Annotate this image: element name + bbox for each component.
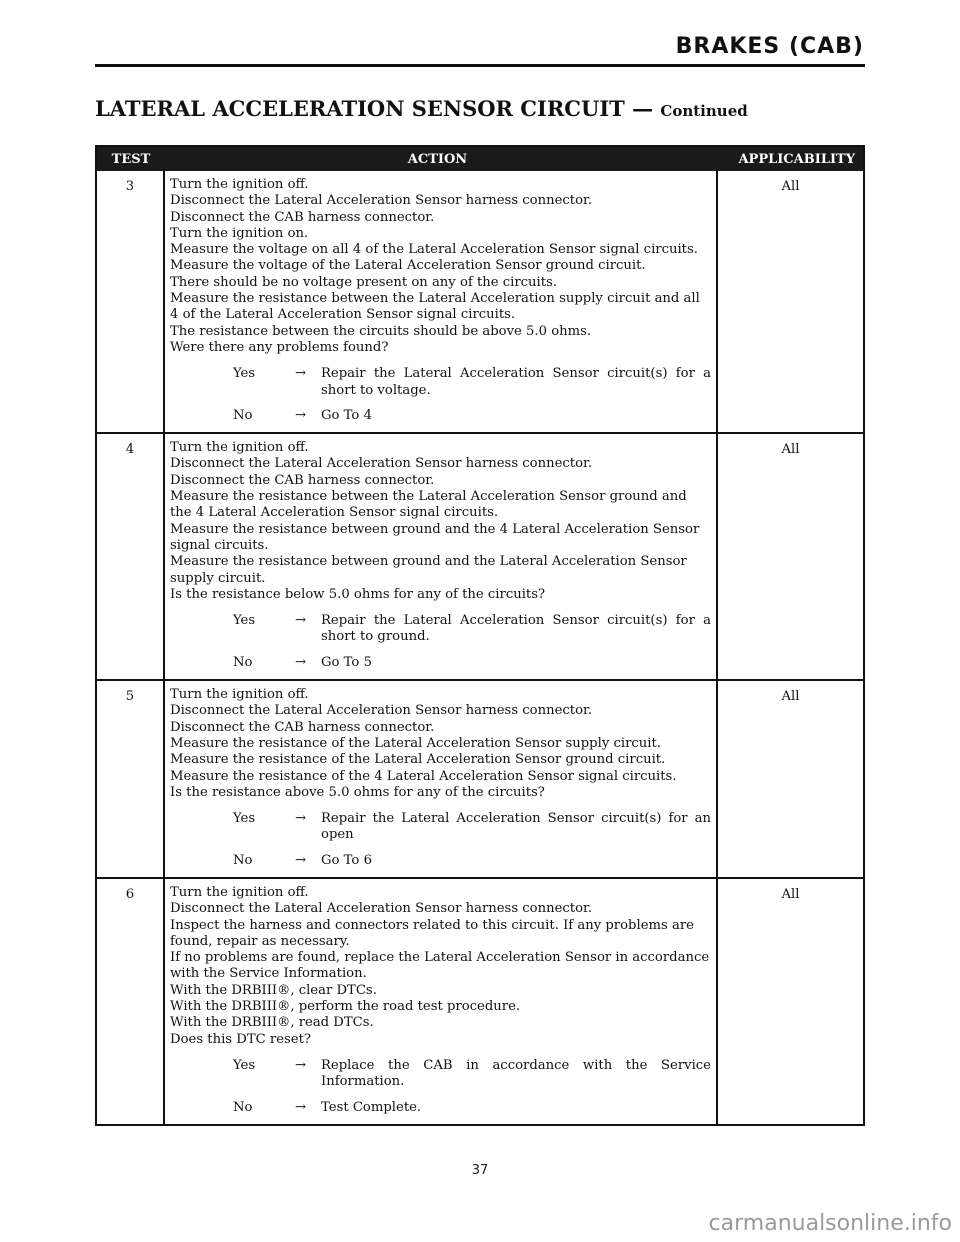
arrow-right-icon: → xyxy=(295,613,307,629)
page-number: 37 xyxy=(471,1163,489,1178)
arrow-right-icon: → xyxy=(295,407,307,423)
answer-result: Replace the CAB in accordance with the Service Information. xyxy=(321,1057,711,1090)
answer-line xyxy=(170,655,711,671)
test-number: 6 xyxy=(97,879,165,1124)
action-cell xyxy=(165,879,718,1124)
action-step: Turn the ignition off. xyxy=(170,884,309,900)
test-table xyxy=(95,145,865,1126)
answer-result: Test Complete. xyxy=(321,1099,422,1115)
answer-label: Yes xyxy=(233,613,256,629)
action-step: Disconnect the Lateral Acceleration Sensor harness connector. xyxy=(170,703,593,719)
arrow-right-icon: → xyxy=(295,1099,307,1115)
action-step: Does this DTC reset? xyxy=(170,1031,311,1047)
answer-label: Yes xyxy=(233,366,256,382)
action-step: Inspect the harness and connectors related to this circuit. If any problems are found, repair as necessary. xyxy=(170,917,694,949)
arrow-right-icon: → xyxy=(295,366,307,382)
applicability: All xyxy=(781,442,800,458)
answer-label: No xyxy=(233,407,253,423)
action-step: With the DRBIII®, read DTCs. xyxy=(170,1015,374,1031)
answer-line xyxy=(170,853,711,869)
header-action: ACTION xyxy=(407,151,468,167)
answer-result: Repair the Lateral Acceleration Sensor circuit(s) for a short to voltage. xyxy=(321,366,711,398)
action-step: Measure the resistance between the Lateral Acceleration supply circuit and all 4 of the Lateral Acceleration Sensor signal circuits. xyxy=(170,291,700,323)
action-cell xyxy=(165,171,718,432)
action-step: Turn the ignition off. xyxy=(170,177,309,192)
action-step: Measure the voltage on all 4 of the Lateral Acceleration Sensor signal circuits. xyxy=(170,242,698,258)
action-step: Is the resistance below 5.0 ohms for any of the circuits? xyxy=(170,586,546,602)
table-body xyxy=(97,171,863,1124)
action-step: Turn the ignition off. xyxy=(170,687,309,703)
answer-label: No xyxy=(233,852,253,868)
action-step: With the DRBIII®, clear DTCs. xyxy=(170,982,377,998)
answer-result: Go To 5 xyxy=(321,654,372,670)
watermark: carmanualsonline.info xyxy=(708,1211,952,1236)
answer-result: Go To 4 xyxy=(321,407,372,423)
action-step: Disconnect the CAB harness connector. xyxy=(170,719,435,735)
action-step: Turn the ignition off. xyxy=(170,440,309,456)
test-number: 4 xyxy=(97,434,165,679)
answer-label: Yes xyxy=(233,1057,256,1073)
arrow-right-icon: → xyxy=(295,811,307,827)
applicability: All xyxy=(781,689,800,705)
table-row xyxy=(97,171,863,432)
answer-result: Go To 6 xyxy=(321,852,372,868)
header-applicability: APPLICABILITY xyxy=(738,151,855,167)
answer-label: No xyxy=(233,654,253,670)
test-number: 3 xyxy=(97,171,165,432)
action-step: The resistance between the circuits should be above 5.0 ohms. xyxy=(170,323,592,339)
answer-result: Repair the Lateral Acceleration Sensor circuit(s) for a short to ground. xyxy=(321,613,711,645)
answer-line xyxy=(170,408,711,424)
action-step: Disconnect the CAB harness connector. xyxy=(170,209,435,225)
table-row xyxy=(97,679,863,877)
action-cell xyxy=(165,434,718,679)
answer-line xyxy=(170,366,711,399)
action-cell xyxy=(165,681,718,877)
applicability: All xyxy=(781,886,800,902)
table-row xyxy=(97,432,863,679)
action-step: If no problems are found, replace the Lateral Acceleration Sensor in accordance with the Service Information. xyxy=(170,950,710,982)
action-step: Turn the ignition on. xyxy=(170,225,309,241)
action-step: Measure the resistance between the Lateral Acceleration Sensor ground and the 4 Lateral Acceleration Sensor signal circuits. xyxy=(170,489,687,521)
action-step: Disconnect the Lateral Acceleration Sensor harness connector. xyxy=(170,456,593,472)
section-title xyxy=(95,96,748,121)
action-step: Disconnect the Lateral Acceleration Sensor harness connector. xyxy=(170,193,593,209)
action-step: With the DRBIII®, perform the road test procedure. xyxy=(170,999,521,1015)
answer-line xyxy=(170,1058,711,1091)
action-step: Measure the voltage of the Lateral Acceleration Sensor ground circuit. xyxy=(170,258,646,274)
action-step: Were there any problems found? xyxy=(170,339,389,355)
action-step: Measure the resistance between ground and the Lateral Acceleration Sensor supply circuit. xyxy=(170,554,687,586)
header-test: TEST xyxy=(111,151,151,167)
action-step: Measure the resistance between ground and the 4 Lateral Acceleration Sensor signal circuits. xyxy=(170,521,700,553)
action-step: Disconnect the CAB harness connector. xyxy=(170,472,435,488)
applicability: All xyxy=(781,179,800,194)
table-row xyxy=(97,877,863,1124)
arrow-right-icon: → xyxy=(295,852,307,868)
action-step: Measure the resistance of the Lateral Acceleration Sensor supply circuit. xyxy=(170,735,661,751)
table-header xyxy=(97,147,863,171)
section-title-text: LATERAL ACCELERATION SENSOR CIRCUIT — xyxy=(95,96,654,121)
answer-label: No xyxy=(233,1099,253,1115)
action-step: Measure the resistance of the Lateral Acceleration Sensor ground circuit. xyxy=(170,752,666,768)
section-continued: Continued xyxy=(660,102,748,120)
test-number: 5 xyxy=(97,681,165,877)
arrow-right-icon: → xyxy=(295,1057,307,1073)
action-step: Measure the resistance of the 4 Lateral Acceleration Sensor signal circuits. xyxy=(170,768,677,784)
header-rule xyxy=(95,64,865,67)
action-step: There should be no voltage present on any of the circuits. xyxy=(170,274,558,290)
answer-label: Yes xyxy=(233,811,256,827)
answer-line xyxy=(170,613,711,646)
answer-result: Repair the Lateral Acceleration Sensor circuit(s) for an open xyxy=(321,811,711,843)
answer-line xyxy=(170,811,711,844)
answer-line xyxy=(170,1100,711,1116)
header-title: BRAKES (CAB) xyxy=(675,34,864,59)
arrow-right-icon: → xyxy=(295,654,307,670)
action-step: Disconnect the Lateral Acceleration Sensor harness connector. xyxy=(170,901,593,917)
action-step: Is the resistance above 5.0 ohms for any of the circuits? xyxy=(170,784,545,800)
